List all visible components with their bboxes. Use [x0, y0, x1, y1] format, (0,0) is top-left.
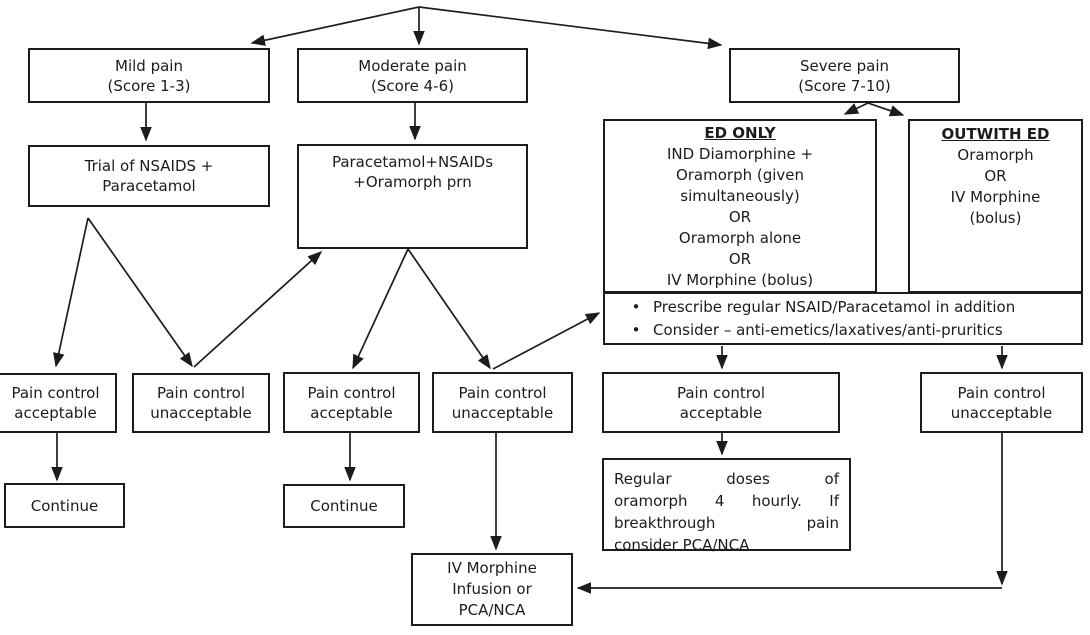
- moderate-pain-label: Moderate pain: [358, 56, 467, 75]
- pain-control-label: Pain control: [458, 383, 547, 402]
- outwith-ed-line: IV Morphine: [950, 188, 1041, 206]
- node-paracetamol-nsaids: [297, 144, 528, 249]
- ed-only-line: OR: [728, 250, 752, 268]
- note-item: [619, 319, 1075, 342]
- regular-doses-line: oramorph 4 hourly. If: [614, 492, 839, 510]
- node-pain-unacceptable-severe: [920, 372, 1083, 433]
- arrow-trial-to-acceptable: [56, 218, 88, 366]
- arrow-triage-to-severe: [419, 7, 721, 45]
- continue-label: Continue: [30, 496, 99, 515]
- note-text-prescribe: Prescribe regular NSAID/Paracetamol in addition: [653, 297, 1016, 316]
- paracetamol-line-1: Paracetamol+NSAIDs: [331, 153, 494, 171]
- regular-doses-line: Regular doses of: [614, 470, 839, 488]
- arrow-severe-to-ed-only: [845, 103, 868, 114]
- ed-only-line: IND Diamorphine +: [666, 145, 814, 163]
- node-pain-acceptable-mild: [0, 373, 117, 433]
- mild-pain-score: (Score 1-3): [107, 76, 191, 95]
- outwith-ed-heading: OUTWITH ED: [941, 125, 1050, 143]
- ed-only-line: OR: [728, 208, 752, 226]
- node-regular-doses: [602, 458, 851, 554]
- regular-doses-line: consider PCA/NCA: [614, 536, 750, 554]
- node-severe-pain: [729, 48, 960, 103]
- pain-control-status: acceptable: [310, 403, 393, 422]
- node-iv-morphine-infusion: [411, 553, 573, 626]
- bullet-icon: •: [631, 297, 641, 316]
- node-continue-moderate: [283, 484, 405, 528]
- node-pain-unacceptable-mild: [132, 373, 270, 433]
- iv-infusion-line: PCA/NCA: [458, 601, 526, 619]
- node-pain-acceptable-moderate: [283, 372, 420, 433]
- iv-infusion-line: IV Morphine: [447, 559, 537, 577]
- node-continue-mild: [4, 483, 125, 528]
- pain-control-label: Pain control: [307, 383, 396, 402]
- outwith-ed-line: (bolus): [969, 209, 1022, 227]
- pain-control-label: Pain control: [156, 384, 245, 402]
- ed-only-line: Oramorph (given: [675, 166, 805, 184]
- pain-control-label: Pain control: [957, 383, 1046, 402]
- node-pain-unacceptable-moderate: [432, 372, 573, 433]
- regular-doses-line: breakthrough pain: [614, 514, 839, 532]
- pain-control-label: Pain control: [11, 384, 100, 402]
- continue-label: Continue: [310, 497, 378, 515]
- note-item: [619, 296, 1075, 319]
- arrow-paracetamol-to-acceptable: [353, 249, 408, 368]
- trial-line-2: Paracetamol: [102, 177, 196, 195]
- ed-only-line: IV Morphine (bolus): [666, 271, 814, 289]
- node-trial-nsaids: [28, 145, 270, 207]
- node-pain-acceptable-severe: [602, 372, 840, 433]
- mild-pain-label: Mild pain: [115, 56, 183, 75]
- pain-control-status: acceptable: [679, 403, 763, 422]
- pain-control-status: unacceptable: [150, 404, 252, 422]
- arrow-trial-to-unacceptable: [88, 218, 192, 366]
- note-text-consider: Consider – anti-emetics/laxatives/anti-pruritics: [653, 320, 1003, 339]
- arrow-triage-to-mild: [252, 7, 419, 43]
- pain-control-status: unacceptable: [451, 403, 554, 422]
- arrow-escalate-moderate-to-notes: [493, 313, 599, 369]
- bullet-icon: •: [631, 320, 641, 339]
- node-outwith-ed: [908, 119, 1083, 293]
- ed-only-line: simultaneously): [680, 187, 800, 205]
- node-ed-only: [603, 119, 877, 293]
- node-addition-notes: [603, 292, 1083, 345]
- pain-control-label: Pain control: [676, 383, 765, 402]
- pain-control-status: unacceptable: [950, 403, 1053, 422]
- ed-only-line: Oramorph alone: [678, 229, 802, 247]
- paracetamol-line-2: +Oramorph prn: [353, 173, 472, 191]
- arrow-severe-to-outwith-ed: [868, 103, 903, 115]
- ed-only-heading: ED ONLY: [704, 124, 776, 142]
- moderate-pain-score: (Score 4-6): [371, 76, 454, 95]
- arrow-escalate-mild-to-paracetamol: [194, 252, 321, 367]
- severe-pain-label: Severe pain: [799, 56, 890, 75]
- outwith-ed-line: OR: [984, 167, 1007, 185]
- trial-line-1: Trial of NSAIDS +: [84, 157, 214, 175]
- outwith-ed-line: Oramorph: [957, 146, 1034, 164]
- node-mild-pain: [28, 48, 270, 103]
- arrow-paracetamol-to-unacceptable: [408, 249, 490, 368]
- pain-control-status: acceptable: [14, 404, 97, 422]
- iv-infusion-line: Infusion or: [452, 580, 532, 598]
- severe-pain-score: (Score 7-10): [798, 76, 891, 95]
- node-moderate-pain: [297, 48, 528, 103]
